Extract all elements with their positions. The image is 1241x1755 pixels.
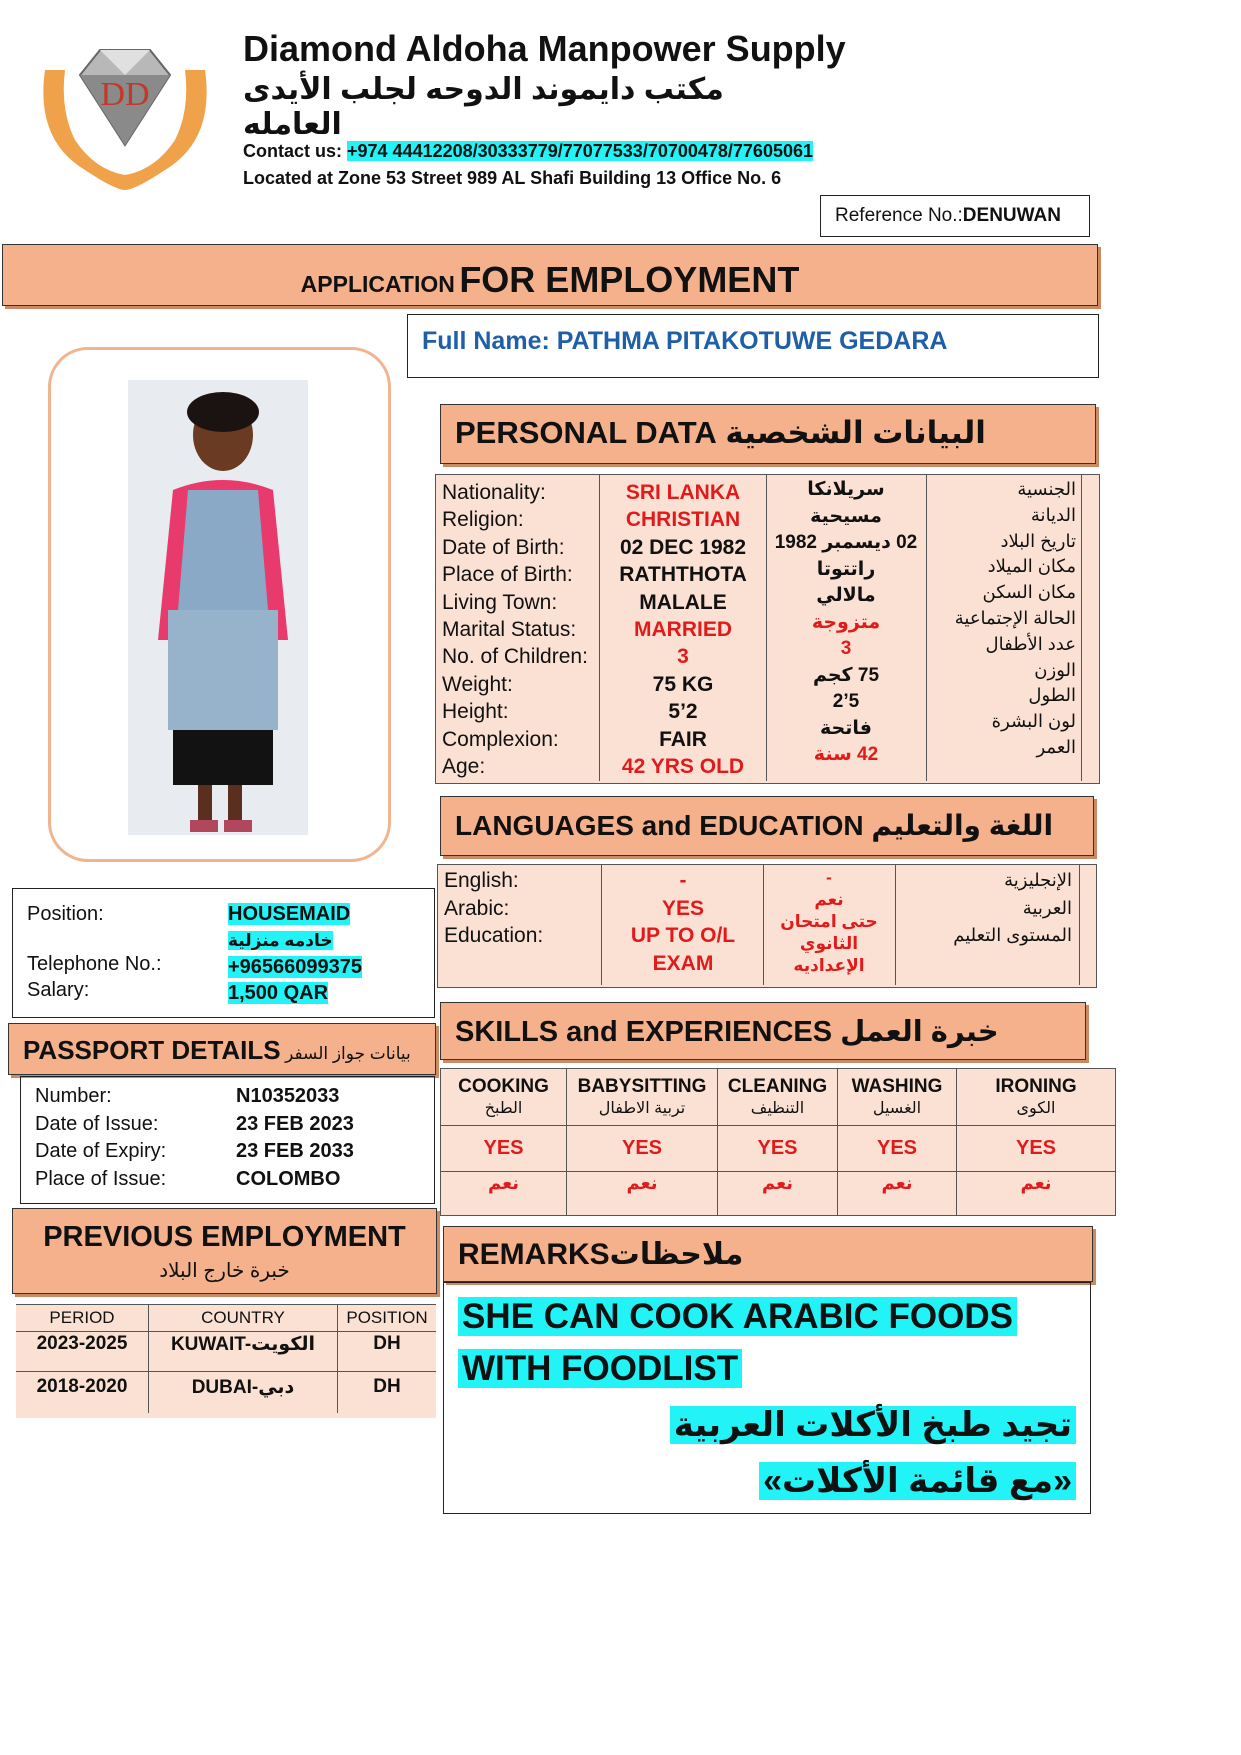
value-date-of-issue: 23 FEB 2023 xyxy=(236,1112,354,1135)
reference-label: Reference No.: xyxy=(835,205,963,226)
personal-labels xyxy=(442,479,602,779)
passport-header xyxy=(8,1023,436,1075)
title-small: APPLICATION xyxy=(300,271,455,297)
position-box xyxy=(12,888,435,1018)
skill-cooking-yes: YES xyxy=(441,1125,567,1171)
prev-position: DH xyxy=(373,1375,401,1397)
prev-country: DUBAI-دبي xyxy=(149,1371,338,1413)
passport-values xyxy=(236,1083,354,1193)
value-ar-education-2: الثانوي الإعداديه xyxy=(793,934,865,975)
skills-title-ar: خبرة العمل xyxy=(840,1016,999,1048)
previous-title-ar: خبرة خارج البلاد xyxy=(159,1260,290,1282)
personal-labels-arabic xyxy=(931,477,1076,777)
label-marital-status: Marital Status: xyxy=(442,618,577,642)
value-date-of-expiry: 23 FEB 2033 xyxy=(236,1140,354,1162)
value-ar-living-town: مالالي xyxy=(816,585,876,606)
language-values-arabic xyxy=(764,867,894,977)
photo-frame xyxy=(48,347,391,862)
skill-cooking: COOKING xyxy=(458,1075,549,1097)
skill-cleaning-yes: YES xyxy=(718,1125,838,1171)
reference-value: DENUWAN xyxy=(962,205,1061,226)
skills-table xyxy=(440,1068,1116,1216)
passport-title-ar: بيانات جواز السفر xyxy=(285,1044,411,1063)
label-ar-weight: الوزن xyxy=(1034,659,1076,680)
language-labels-arabic xyxy=(900,867,1072,950)
value-place-of-birth: RATHTHOTA xyxy=(619,563,747,587)
personal-data-table xyxy=(435,474,1100,784)
value-marital-status: MARRIED xyxy=(634,618,732,642)
value-ar-age: 42 سنة xyxy=(813,744,879,765)
label-date-of-issue: Date of Issue: xyxy=(35,1112,159,1135)
label-religion: Religion: xyxy=(442,508,524,532)
label-arabic: Arabic: xyxy=(444,896,510,920)
value-ar-marital-status: متزوجة xyxy=(811,611,881,633)
remarks-box xyxy=(443,1282,1091,1514)
company-name-arabic: مكتب دايموند الدوحه لجلب الأيدى العامله xyxy=(243,73,724,141)
personal-data-header xyxy=(440,404,1096,464)
company-logo xyxy=(25,30,225,195)
prev-header-period: PERIOD xyxy=(16,1305,149,1331)
value-education-1: UP TO O/L xyxy=(630,924,736,947)
label-ar-dob: تاريخ البلاد xyxy=(1000,530,1076,551)
language-values xyxy=(602,867,764,977)
skill-washing-yes: YES xyxy=(838,1125,957,1171)
skill-babysitting-yes-ar: نعم xyxy=(567,1171,718,1215)
company-name: Diamond Aldoha Manpower Supply xyxy=(243,28,846,69)
skill-ironing-yes-ar: نعم xyxy=(1020,1172,1052,1193)
contact-line xyxy=(243,141,813,162)
value-ar-place-of-birth: راتتوتا xyxy=(816,558,876,580)
personal-values xyxy=(600,479,766,779)
value-ar-weight: 75 كجم xyxy=(812,664,880,686)
prev-country: KUWAIT-الكويت xyxy=(149,1331,338,1371)
skill-ironing-ar: الكوى xyxy=(1016,1099,1056,1117)
label-living-town: Living Town: xyxy=(442,590,558,614)
previous-title-en: PREVIOUS EMPLOYMENT xyxy=(43,1221,406,1253)
remarks-line4-ar: «مع قائمة الأكلات» xyxy=(759,1462,1076,1500)
value-position-arabic: خادمه منزلية xyxy=(228,931,333,950)
previous-employment-table xyxy=(16,1304,436,1418)
label-ar-age: العمر xyxy=(1036,736,1076,757)
remarks-title-ar: ملاحظات xyxy=(609,1238,744,1271)
value-salary: 1,500 QAR xyxy=(228,982,329,1004)
skill-ironing: IRONING xyxy=(995,1075,1077,1097)
skill-cooking-ar: الطبخ xyxy=(484,1099,523,1117)
label-weight: Weight: xyxy=(442,672,513,696)
skill-washing-ar: الغسيل xyxy=(872,1099,922,1117)
skill-babysitting-yes: YES xyxy=(567,1125,718,1171)
prev-period: 2018-2020 xyxy=(16,1371,149,1413)
value-place-of-issue: COLOMBO xyxy=(236,1167,341,1190)
label-ar-living-town: مكان السكن xyxy=(982,582,1076,603)
remarks-header xyxy=(443,1226,1093,1282)
value-nationality: SRI LANKA xyxy=(625,481,741,504)
passport-title-en: PASSPORT DETAILS xyxy=(23,1035,281,1065)
personal-title-en: PERSONAL DATA xyxy=(455,415,717,450)
language-labels xyxy=(444,867,594,950)
skills-title-en: SKILLS and EXPERIENCES xyxy=(455,1016,833,1048)
value-arabic: YES xyxy=(661,896,705,920)
label-height: Height: xyxy=(442,700,509,724)
languages-header xyxy=(440,796,1094,856)
skill-babysitting: BABYSITTING xyxy=(577,1075,707,1097)
logo-letters: DD xyxy=(100,76,150,113)
value-ar-complexion: فاتحة xyxy=(820,717,872,739)
value-living-town: MALALE xyxy=(639,590,727,614)
contact-label: Contact us: xyxy=(243,141,348,161)
label-telephone: Telephone No.: xyxy=(27,953,162,975)
prev-row xyxy=(16,1371,436,1413)
value-ar-education-1: حتى امتحان xyxy=(780,912,878,931)
label-passport-number: Number: xyxy=(35,1085,112,1107)
label-ar-complexion: لون البشرة xyxy=(991,711,1076,732)
skill-ironing-yes: YES xyxy=(1015,1136,1057,1159)
position-values xyxy=(228,901,362,1006)
prev-header-country: COUNTRY xyxy=(149,1305,338,1331)
value-ar-arabic: نعم xyxy=(814,890,844,909)
value-religion: CHRISTIAN xyxy=(625,508,741,532)
skill-cleaning-ar: التنظيف xyxy=(750,1099,805,1117)
skill-washing: WASHING xyxy=(851,1075,943,1097)
skill-cooking-yes-ar: نعم xyxy=(441,1171,567,1215)
value-ar-nationality: سريلانكا xyxy=(807,479,885,500)
label-ar-marital-status: الحالة الإجتماعية xyxy=(954,607,1076,628)
prev-row xyxy=(16,1331,436,1371)
label-age: Age: xyxy=(442,755,486,779)
remarks-arabic xyxy=(670,1397,1076,1509)
remarks-line2: WITH FOODLIST xyxy=(458,1349,742,1388)
passport-box xyxy=(20,1076,435,1204)
languages-table xyxy=(437,864,1097,988)
applicant-photo xyxy=(128,380,308,835)
label-place-of-issue: Place of Issue: xyxy=(35,1167,167,1190)
prev-period: 2023-2025 xyxy=(16,1331,149,1371)
value-age: 42 YRS OLD xyxy=(621,755,745,779)
reference-box xyxy=(820,195,1090,237)
value-ar-religion: مسيحية xyxy=(810,505,882,527)
label-english: English: xyxy=(444,869,519,892)
passport-labels xyxy=(35,1083,166,1193)
label-dob: Date of Birth: xyxy=(442,535,565,559)
prev-header-position: POSITION xyxy=(346,1307,428,1327)
label-salary: Salary: xyxy=(27,979,90,1001)
value-complexion: FAIR xyxy=(659,727,707,751)
value-ar-english: - xyxy=(826,868,832,887)
remarks-title-en: REMARKS xyxy=(458,1238,610,1271)
previous-employment-header xyxy=(12,1208,437,1294)
label-ar-height: الطول xyxy=(1028,685,1076,706)
label-education: Education: xyxy=(444,924,544,947)
skill-cleaning: CLEANING xyxy=(727,1075,828,1097)
value-ar-dob: 02 ديسمبر 1982 xyxy=(774,532,918,553)
label-ar-nationality: الجنسية xyxy=(1017,479,1076,499)
label-date-of-expiry: Date of Expiry: xyxy=(35,1140,167,1162)
value-ar-children: 3 xyxy=(840,638,852,659)
skill-washing-yes-ar: نعم xyxy=(838,1171,957,1215)
full-name: Full Name: PATHMA PITAKOTUWE GEDARA xyxy=(422,327,948,355)
value-ar-height: 5’2 xyxy=(832,691,860,712)
label-ar-children: عدد الأطفال xyxy=(985,633,1076,654)
label-ar-arabic: العربية xyxy=(1022,897,1072,918)
company-address: Located at Zone 53 Street 989 AL Shafi Building 13 Office No. 6 xyxy=(243,168,782,188)
value-position: HOUSEMAID xyxy=(228,903,351,925)
skill-cleaning-yes-ar: نعم xyxy=(718,1171,838,1215)
label-position: Position: xyxy=(27,903,104,925)
remarks-line1: SHE CAN COOK ARABIC FOODS xyxy=(458,1297,1017,1336)
contact-phones: +974 44412208/30333779/77077533/70700478/77605061 xyxy=(347,141,813,161)
label-children: No. of Children: xyxy=(442,645,588,669)
label-place-of-birth: Place of Birth: xyxy=(442,563,573,587)
label-ar-education: المستوى التعليم xyxy=(953,925,1072,945)
value-children: 3 xyxy=(677,645,689,669)
personal-values-arabic xyxy=(768,477,924,777)
label-ar-religion: الديانة xyxy=(1030,504,1076,525)
skill-babysitting-ar: تربية الاطفال xyxy=(598,1099,686,1117)
value-education-2: EXAM xyxy=(652,951,714,975)
application-title-bar xyxy=(2,244,1098,306)
value-dob: 02 DEC 1982 xyxy=(619,535,747,559)
value-english: - xyxy=(679,869,687,892)
label-ar-english: الإنجليزية xyxy=(1004,870,1072,890)
remarks-english xyxy=(458,1291,1017,1395)
position-labels xyxy=(27,901,162,1003)
remarks-line3-ar: تجيد طبخ الأكلات العربية xyxy=(670,1406,1076,1444)
value-weight: 75 KG xyxy=(652,672,714,696)
label-complexion: Complexion: xyxy=(442,727,559,751)
label-nationality: Nationality: xyxy=(442,481,546,504)
personal-title-ar: البيانات الشخصية xyxy=(725,415,986,450)
languages-title-ar: اللغة والتعليم xyxy=(871,810,1054,841)
value-telephone: +96566099375 xyxy=(228,956,363,978)
label-ar-place-of-birth: مكان الميلاد xyxy=(987,556,1076,577)
value-passport-number: N10352033 xyxy=(236,1085,340,1107)
value-height: 5’2 xyxy=(668,700,698,724)
full-name-box xyxy=(407,314,1099,378)
prev-position: DH xyxy=(373,1332,401,1354)
skills-header xyxy=(440,1002,1086,1060)
languages-title-en: LANGUAGES and EDUCATION xyxy=(455,810,864,841)
title-large: FOR EMPLOYMENT xyxy=(459,259,800,300)
